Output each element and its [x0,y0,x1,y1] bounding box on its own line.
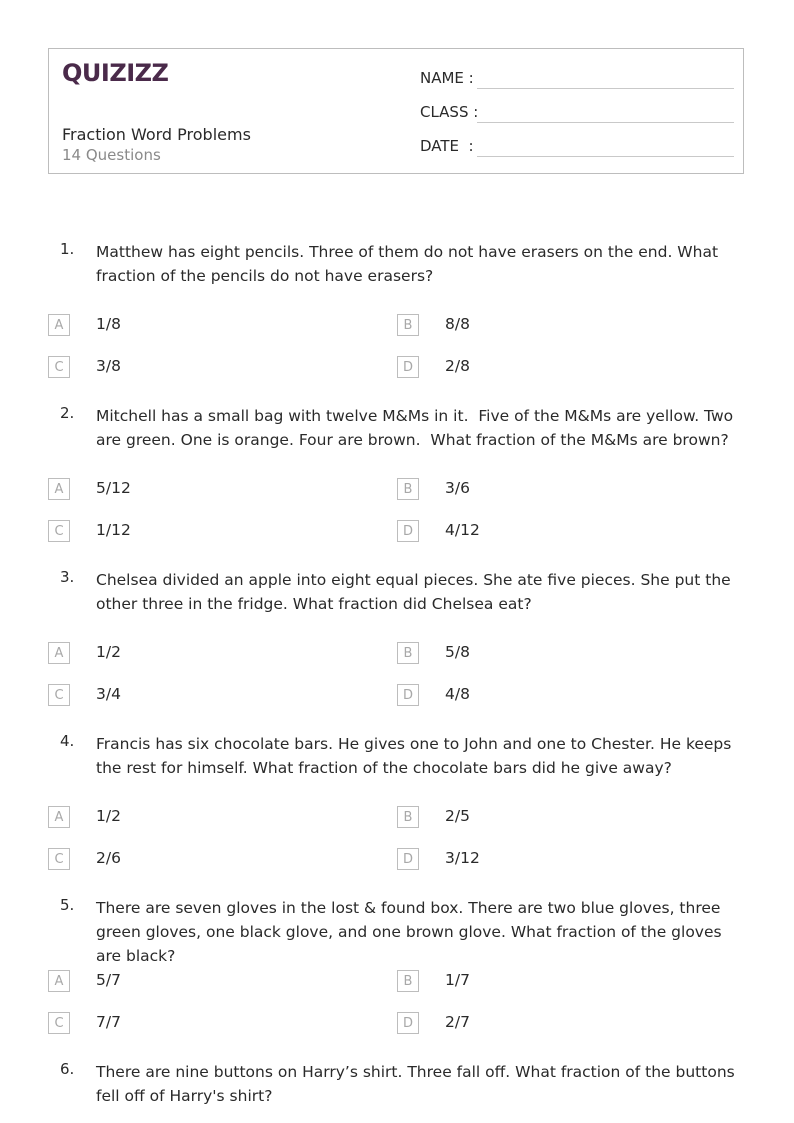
option-text: 2/6 [96,849,121,867]
question-number: 3. [60,568,75,586]
option-letter-box: B [397,314,419,336]
option-letter-box: D [397,1012,419,1034]
quizizz-logo: QUIZIZZ [62,59,169,87]
option-letter-box: B [397,642,419,664]
option-letter-box: D [397,356,419,378]
option-text: 3/6 [445,479,470,497]
option-letter-box: D [397,520,419,542]
question-number: 5. [60,896,75,914]
option-letter-box: D [397,848,419,870]
option-letter-box: B [397,478,419,500]
worksheet-header [48,48,744,174]
option-text: 1/7 [445,971,470,989]
question-text: Mitchell has a small bag with twelve M&Ms in it. Five of the M&Ms are yellow. Two are green. One is orange. Four are brown. What fraction of the M&Ms are brown? [96,407,739,449]
option-letter-box: A [48,970,70,992]
option-text: 2/7 [445,1013,470,1031]
option-text: 1/12 [96,521,131,539]
date-line[interactable] [477,156,734,157]
option-text: 5/8 [445,643,470,661]
class-field[interactable] [420,103,734,127]
option-text: 4/12 [445,521,480,539]
question-text: There are seven gloves in the lost & found box. There are two blue gloves, three green gloves, one black glove, and one brown glove. What fraction of the gloves are black? [96,899,727,965]
name-field[interactable] [420,69,734,93]
option-text: 7/7 [96,1013,121,1031]
option-text: 2/5 [445,807,470,825]
option-letter-box: C [48,1012,70,1034]
option-text: 3/8 [96,357,121,375]
option-letter-box: A [48,806,70,828]
option-letter-box: B [397,806,419,828]
question-number: 6. [60,1060,75,1078]
date-label: DATE : [420,137,474,155]
option-letter-box: A [48,642,70,664]
option-text: 1/2 [96,643,121,661]
option-letter-box: C [48,520,70,542]
class-line[interactable] [477,122,734,123]
option-letter-box: A [48,478,70,500]
option-text: 3/4 [96,685,121,703]
option-text: 1/8 [96,315,121,333]
class-label: CLASS : [420,103,479,121]
question-text: Chelsea divided an apple into eight equal pieces. She ate five pieces. She put the other three in the fridge. What fraction did Chelsea eat? [96,571,736,613]
option-text: 1/2 [96,807,121,825]
option-letter-box: C [48,848,70,870]
option-letter-box: A [48,314,70,336]
option-text: 4/8 [445,685,470,703]
option-text: 8/8 [445,315,470,333]
option-letter-box: D [397,684,419,706]
question-number: 1. [60,240,75,258]
option-letter-box: C [48,684,70,706]
question-number: 4. [60,732,75,750]
option-letter-box: C [48,356,70,378]
option-text: 2/8 [445,357,470,375]
name-label: NAME : [420,69,474,87]
name-line[interactable] [477,88,734,89]
question-text: Francis has six chocolate bars. He gives one to John and one to Chester. He keeps the rest for himself. What fraction of the chocolate bars did he give away? [96,735,737,777]
option-letter-box: B [397,970,419,992]
option-text: 5/7 [96,971,121,989]
worksheet-title: Fraction Word Problems [62,125,251,144]
option-text: 5/12 [96,479,131,497]
date-field[interactable] [420,137,734,161]
option-text: 3/12 [445,849,480,867]
question-text: There are nine buttons on Harry’s shirt. Three fall off. What fraction of the buttons fell off of Harry's shirt? [96,1063,740,1105]
question-count: 14 Questions [62,146,161,164]
question-text: Matthew has eight pencils. Three of them do not have erasers on the end. What fraction of the pencils do not have erasers? [96,243,723,285]
question-number: 2. [60,404,75,422]
